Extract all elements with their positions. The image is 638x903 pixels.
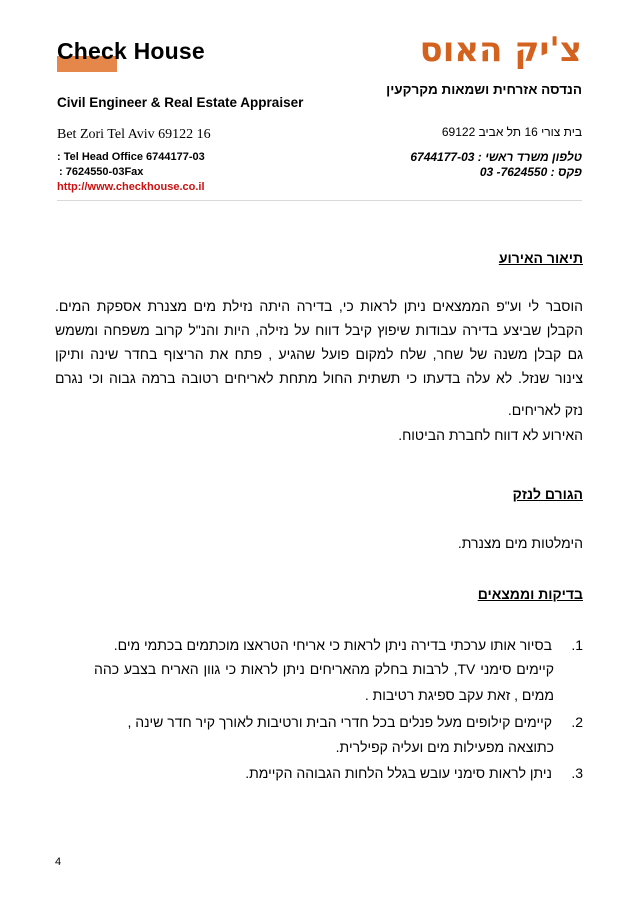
event-line: הוסבר לי וע"פ הממצאים ניתן לראות כי, בדירה היתה נזילת מים מצנרת אספקת המים. [55, 298, 583, 314]
event-line: גם קבלן משנה של שחר, שלח למקום פועל שהגיע , פתח את הריצוף בחדר שינה ותיקן [55, 346, 583, 362]
cause-heading: הגורם לנזק [512, 486, 583, 502]
event-line: הקבלן שביצע בדירה עבודות שיפוץ קיבל דווח על נזילה, היות והנ"ל קרוב משפחה ומשמש [55, 322, 583, 338]
fax-he: פקס : 7624550- 03 [479, 165, 582, 179]
company-logo-en: Check House [57, 38, 205, 64]
page-number: 4 [55, 856, 62, 868]
finding-number: 2. [571, 714, 583, 730]
subtitle-he: הנדסה אזרחית ושמאות מקרקעין [386, 82, 582, 97]
finding-line: קיימים סימני TV, לרבות בחלק מהאריחים ניתן לראות כי גוון האריח בצבע כהה [94, 661, 554, 677]
event-line: האירוע לא דווח לחברת הביטוח. [398, 427, 583, 443]
findings-heading: בדיקות וממצאים [477, 586, 583, 602]
event-line: צינור שנזל. לא עלה בדעתו כי תשתית החול מתחת לאריחים רטובה ברמה גבוה וכי נגרם [55, 370, 583, 386]
address-he: בית צורי 16 תל אביב 69122 [441, 125, 582, 139]
finding-line: קיימים קילופים מעל פנלים בכל חדרי הבית ורטיבות לאורך קיר חדר שינה , [127, 714, 552, 730]
finding-line: ממים , זאת עקב ספיגת רטיבות . [364, 687, 554, 703]
cause-text: הימלטות מים מצנרת. [457, 535, 583, 551]
finding-line: כתוצאה מפעילות מים ועליה קפילרית. [335, 739, 554, 755]
finding-number: 3. [571, 765, 583, 781]
event-line: נזק לאריחים. [507, 402, 583, 418]
address-en: Bet Zori Tel Aviv 69122 16 [57, 127, 211, 142]
subtitle-en: Civil Engineer & Real Estate Appraiser [57, 95, 304, 110]
event-heading: תיאור האירוע [498, 250, 583, 266]
fax-en: : 7624550-03Fax [59, 166, 144, 178]
company-logo-he: צ'יק האוס [419, 30, 582, 70]
phone-he: טלפון משרד ראשי : 6744177-03 [410, 150, 582, 164]
finding-line: ניתן לראות סימני עובש בגלל הלחות הגבוהה הקיימת. [245, 765, 552, 781]
finding-line: בסיור אותו ערכתי בדירה ניתן לראות כי אריחי הטראצו מוכתמים בכתמי מים. [113, 637, 552, 653]
phone-en: : Tel Head Office 6744177-03 [57, 151, 205, 163]
header-divider [57, 200, 582, 201]
website-link[interactable]: http://www.checkhouse.co.il [57, 181, 205, 193]
finding-number: 1. [571, 637, 583, 653]
